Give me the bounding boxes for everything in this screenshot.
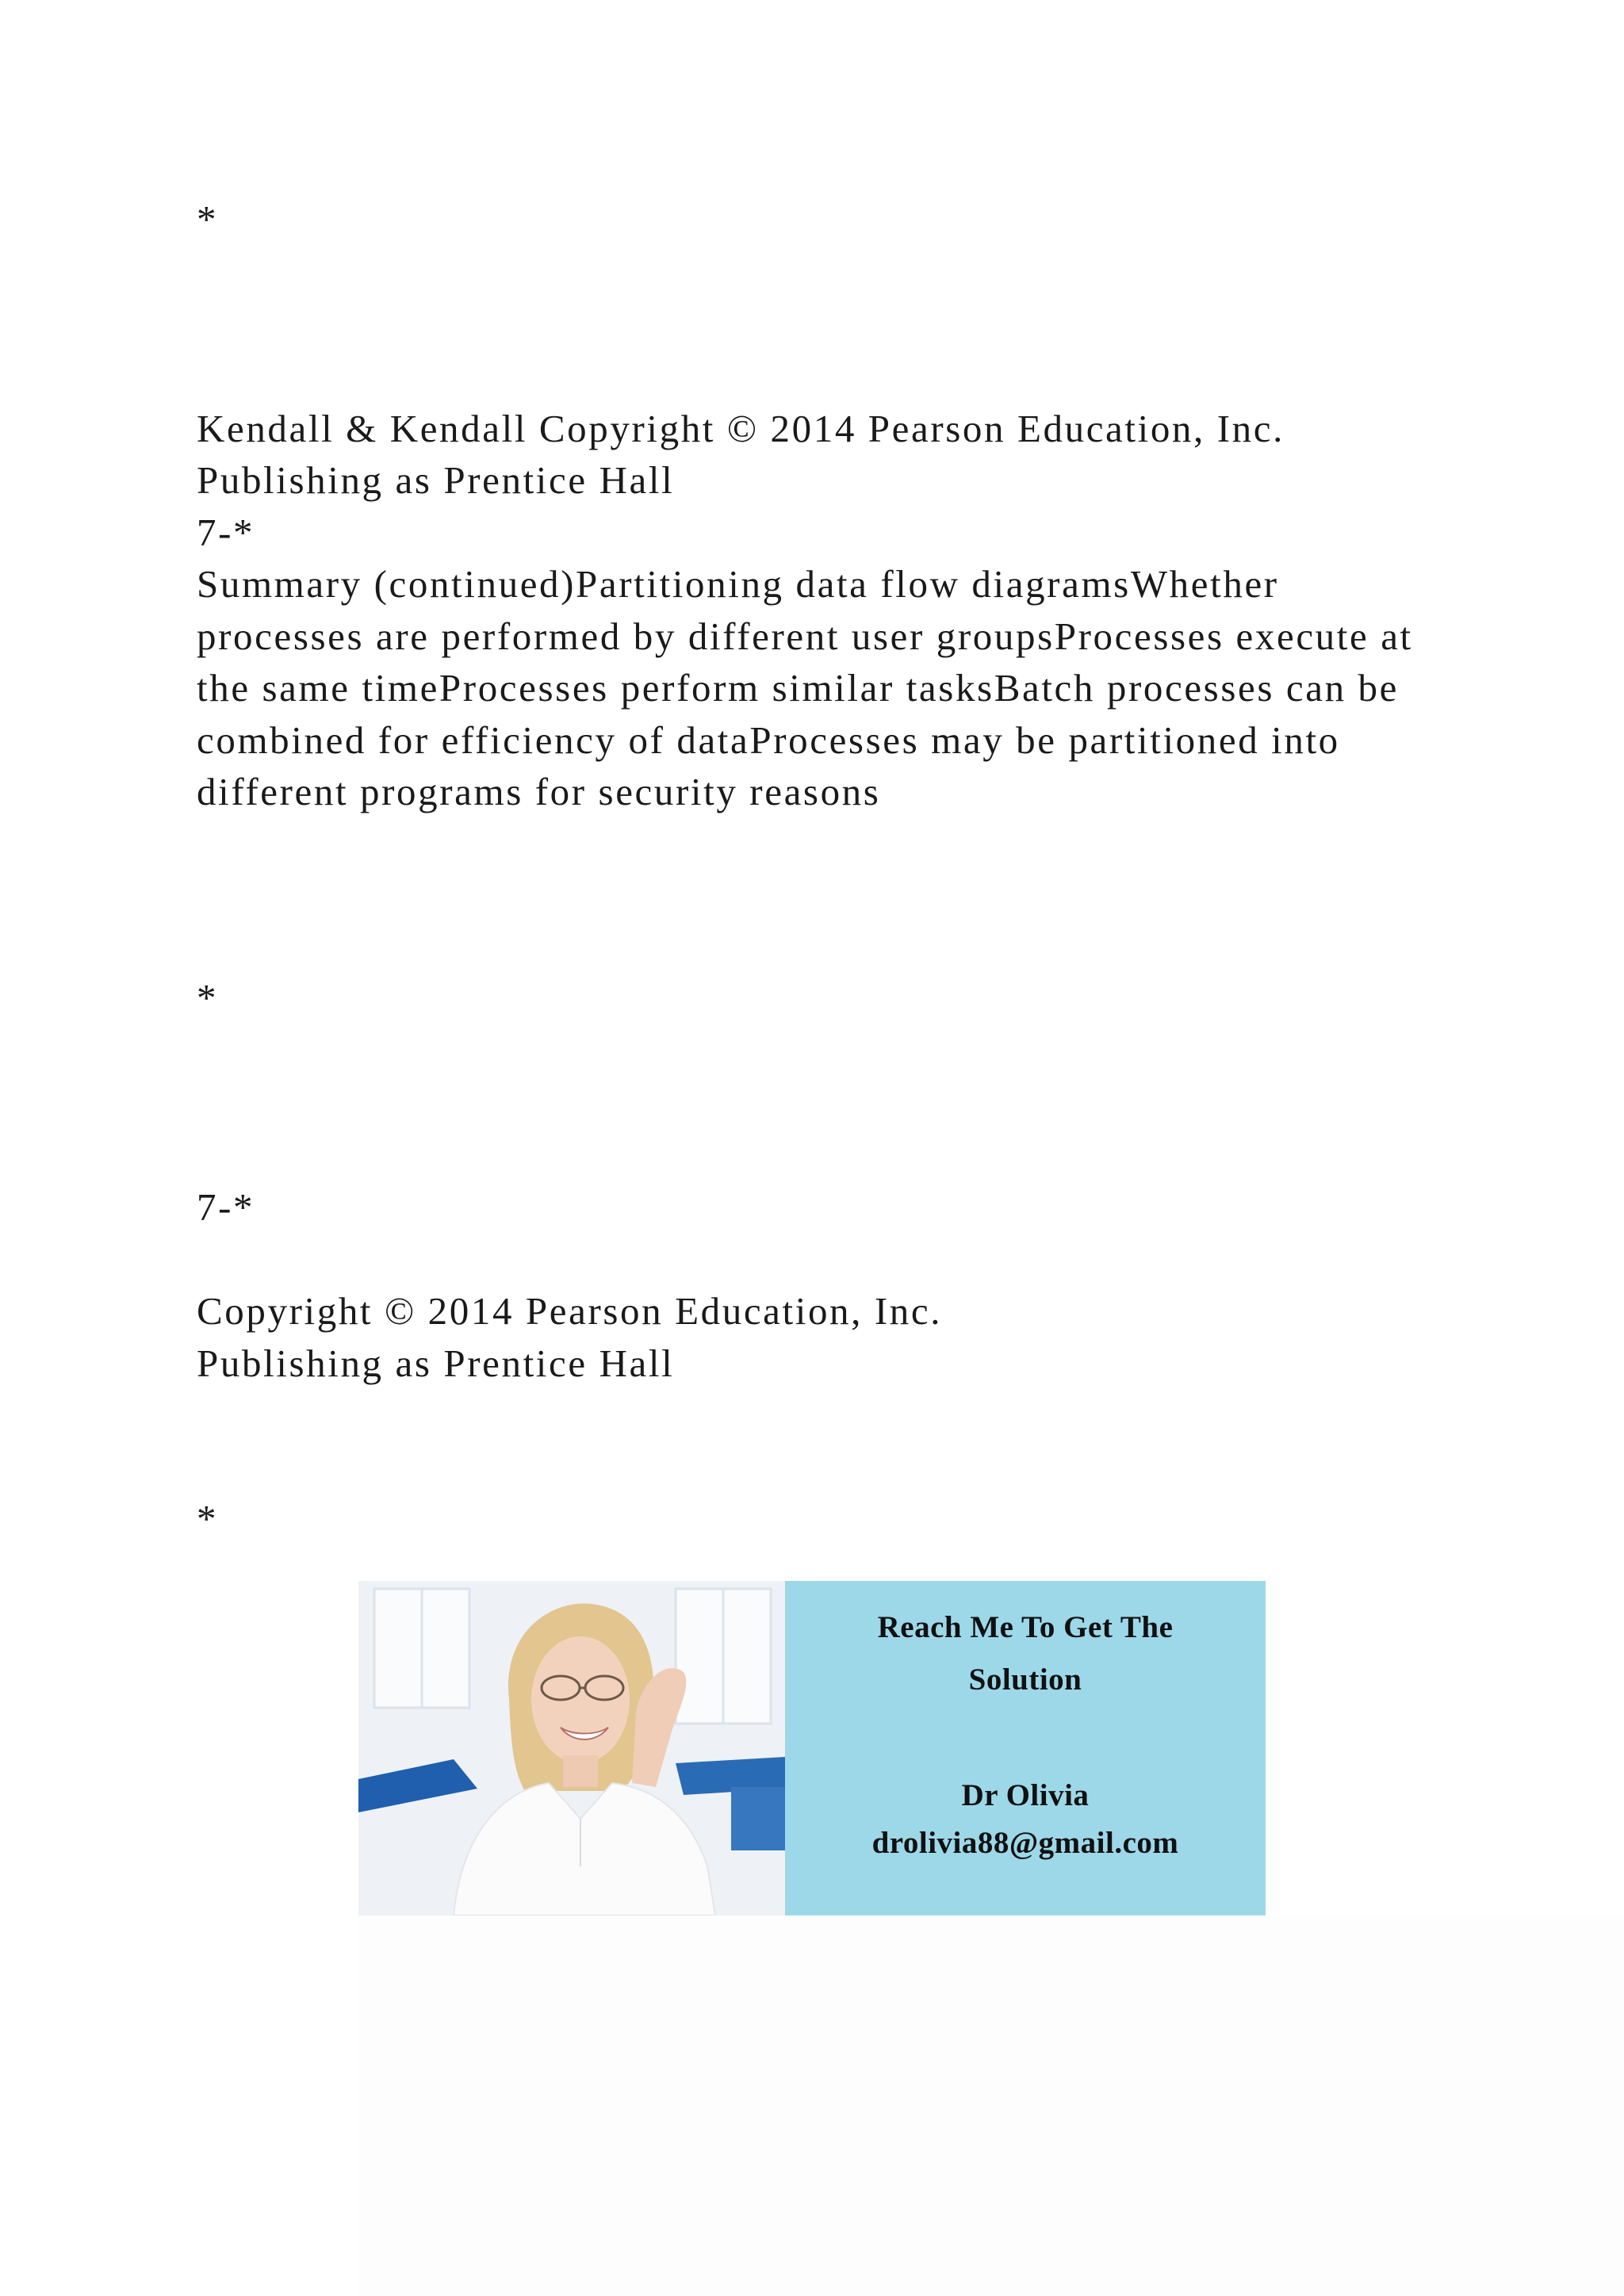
contact-heading-line2: Solution [968, 1663, 1082, 1697]
contact-heading-line1: Reach Me To Get The [877, 1610, 1174, 1644]
footer-copyright-line: Copyright © 2014 Pearson Education, Inc. [197, 1289, 943, 1333]
publisher-line: Publishing as Prentice Hall [197, 458, 675, 502]
footer-publisher-line: Publishing as Prentice Hall [197, 1341, 675, 1385]
portrait-illustration [358, 1581, 785, 1915]
contact-panel [785, 1581, 1266, 1915]
slide-number: 7-* [197, 511, 255, 554]
copyright-line: Kendall & Kendall Copyright © 2014 Pearson Education, Inc. [197, 407, 1285, 450]
bottom-asterisk: * [197, 1497, 219, 1540]
contact-email: drolivia88@gmail.com [871, 1826, 1179, 1860]
middle-asterisk: * [197, 976, 219, 1020]
contact-banner [358, 1581, 1266, 1915]
contact-name: Dr Olivia [961, 1778, 1090, 1812]
top-asterisk: * [197, 197, 219, 241]
footer-slide-number: 7-* [197, 1185, 255, 1229]
summary-paragraph: Summary (continued)Partitioning data flow diagramsWhether processes are performed by different user groupsProcesses execute at the same timeProcesses perform similar tasksBatch processes can be combined for efficiency of dataProcesses may be partitioned into different programs for security reasons [197, 562, 1413, 814]
portrait-photo [358, 1581, 785, 1915]
blank-image-area [358, 1915, 1624, 2296]
